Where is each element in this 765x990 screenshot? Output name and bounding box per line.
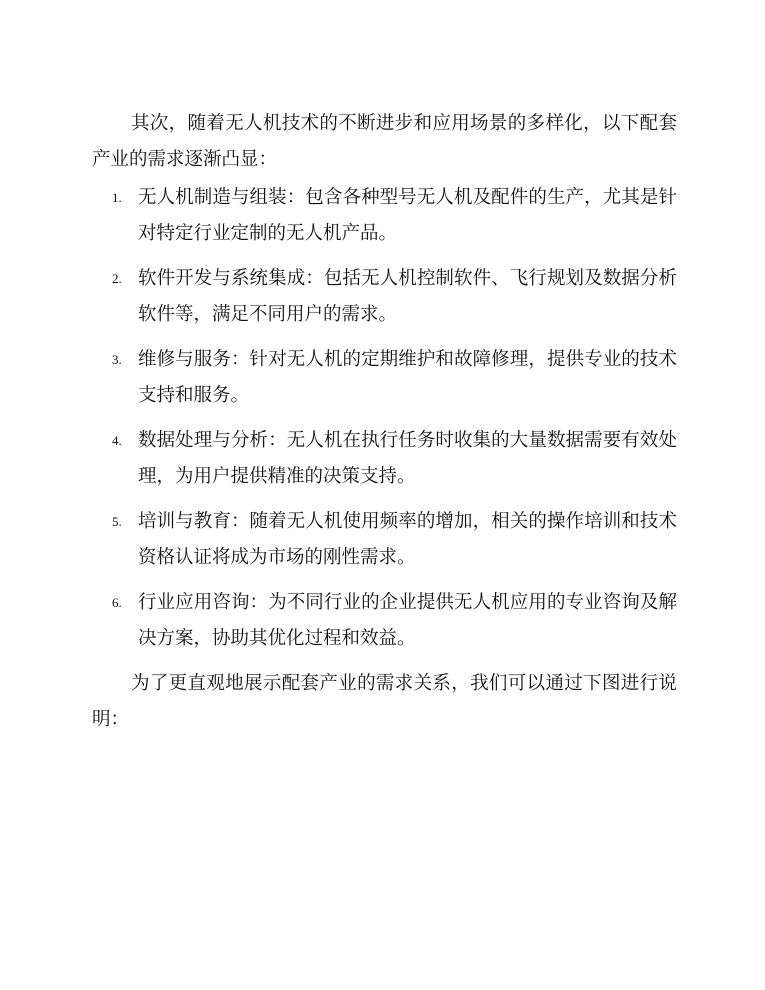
list-item-text: 无人机制造与组装：包含各种型号无人机及配件的生产，尤其是针对特定行业定制的无人机产品。 (138, 187, 677, 244)
list-item-number: 5. (112, 514, 122, 529)
list-item-number: 4. (112, 433, 122, 448)
document-body (92, 106, 677, 738)
list-item (92, 261, 677, 333)
list-item-text: 软件开发与系统集成：包括无人机控制软件、飞行规划及数据分析软件等，满足不同用户的需求。 (138, 268, 677, 325)
list-item-text: 行业应用咨询：为不同行业的企业提供无人机应用的专业咨询及解决方案，协助其优化过程和效益。 (138, 592, 677, 649)
list-item-text: 维修与服务：针对无人机的定期维护和故障修理，提供专业的技术支持和服务。 (138, 349, 677, 406)
list-item (92, 585, 677, 657)
intro-paragraph: 其次，随着无人机技术的不断进步和应用场景的多样化，以下配套产业的需求逐渐凸显： (92, 113, 677, 170)
list-item (92, 504, 677, 576)
list-item (92, 180, 677, 252)
list-item-number: 2. (112, 271, 122, 286)
list-item (92, 342, 677, 414)
list-item-text: 培训与教育：随着无人机使用频率的增加，相关的操作培训和技术资格认证将成为市场的刚性需求。 (138, 511, 677, 568)
list-item-number: 6. (112, 595, 122, 610)
outro-paragraph: 为了更直观地展示配套产业的需求关系，我们可以通过下图进行说明： (92, 673, 677, 730)
list-item-number: 1. (112, 190, 122, 205)
list-item-number: 3. (112, 352, 122, 367)
list-item-text: 数据处理与分析：无人机在执行任务时收集的大量数据需要有效处理，为用户提供精准的决策支持。 (138, 430, 677, 487)
requirements-list (92, 180, 677, 657)
list-item (92, 423, 677, 495)
